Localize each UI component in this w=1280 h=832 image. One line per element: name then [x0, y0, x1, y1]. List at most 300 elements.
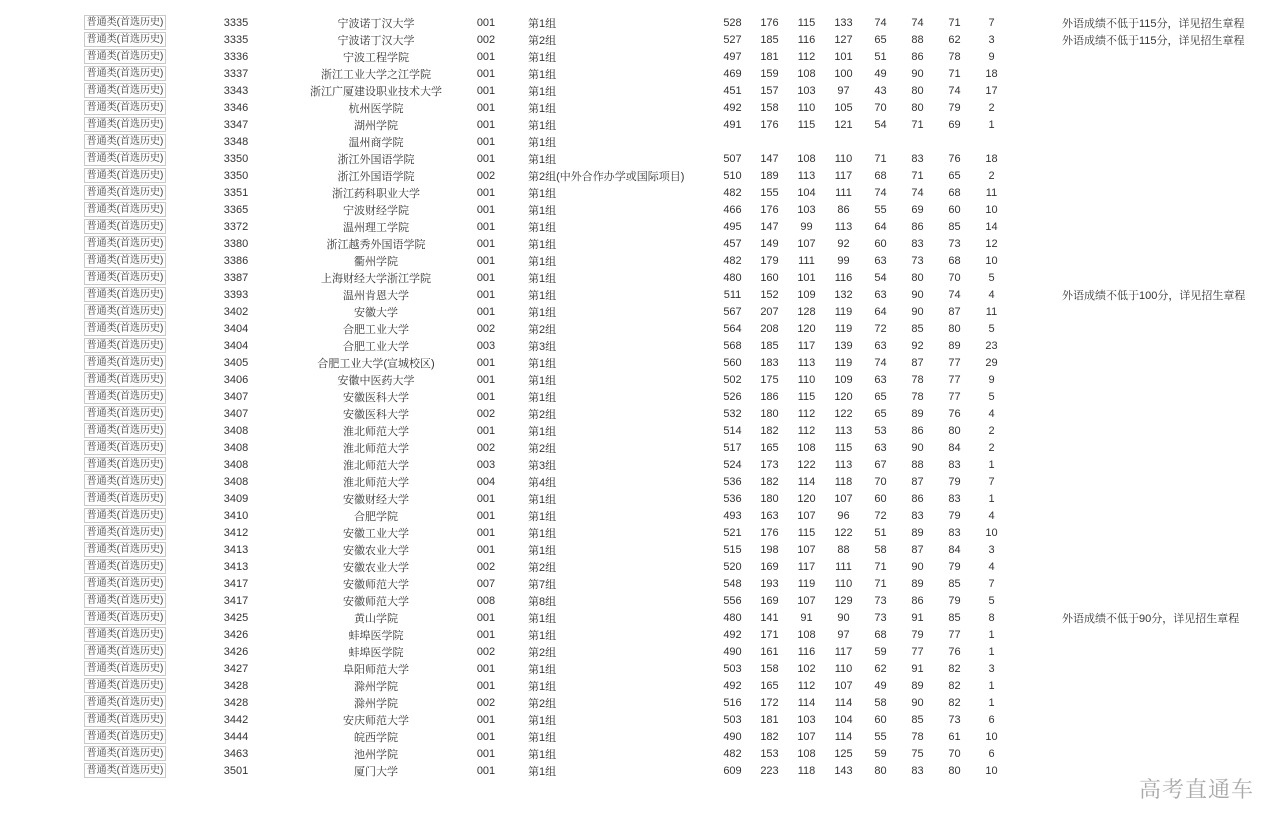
- score-cell-7: 71: [948, 16, 961, 29]
- score-cell-3: 107: [797, 509, 816, 522]
- score-cell-6: 89: [911, 407, 924, 420]
- table-row: [0, 269, 1280, 286]
- category-cell: 普通类(首选历史): [84, 406, 166, 421]
- school-name-cell: 浙江药科职业大学: [332, 187, 420, 200]
- score-cell-6: 86: [911, 492, 924, 505]
- score-cell-6: 85: [911, 713, 924, 726]
- school-name-cell: 安徽师范大学: [343, 578, 409, 591]
- group-name-cell: 第1组: [528, 204, 557, 217]
- score-cell-8: 9: [988, 373, 995, 386]
- score-cell-7: 87: [948, 305, 961, 318]
- score-cell-2: 141: [760, 611, 779, 624]
- score-cell-1: 516: [723, 696, 742, 709]
- group-name-cell: 第1组: [528, 731, 557, 744]
- group-name-cell: 第2组: [528, 323, 557, 336]
- school-name-cell: 厦门大学: [354, 765, 398, 778]
- score-cell-6: 88: [911, 33, 924, 46]
- score-cell-7: 77: [948, 356, 961, 369]
- category-cell: 普通类(首选历史): [84, 355, 166, 370]
- group-code-cell: 001: [476, 271, 496, 284]
- score-cell-2: 207: [760, 305, 779, 318]
- category-cell: 普通类(首选历史): [84, 695, 166, 710]
- school-code-cell: 3380: [223, 237, 249, 250]
- score-cell-2: 185: [760, 33, 779, 46]
- score-cell-3: 114: [797, 475, 816, 488]
- score-cell-1: 517: [723, 441, 742, 454]
- table-row: [0, 575, 1280, 592]
- score-cell-8: 23: [985, 339, 998, 352]
- score-cell-7: 83: [948, 492, 961, 505]
- school-code-cell: 3428: [223, 679, 249, 692]
- score-cell-4: 114: [834, 730, 853, 743]
- score-cell-3: 107: [797, 543, 816, 556]
- score-cell-1: 507: [723, 152, 742, 165]
- school-code-cell: 3426: [223, 628, 249, 641]
- score-cell-1: 527: [723, 33, 742, 46]
- group-name-cell: 第1组: [528, 663, 557, 676]
- score-cell-5: 74: [874, 186, 887, 199]
- category-cell: 普通类(首选历史): [84, 83, 166, 98]
- school-name-cell: 浙江越秀外国语学院: [326, 238, 426, 251]
- school-code-cell: 3426: [223, 645, 249, 658]
- score-cell-3: 101: [797, 271, 816, 284]
- score-cell-4: 119: [834, 356, 853, 369]
- score-cell-3: 115: [797, 390, 816, 403]
- category-cell: 普通类(首选历史): [84, 729, 166, 744]
- score-cell-2: 181: [760, 713, 779, 726]
- score-cell-4: 113: [834, 220, 853, 233]
- school-name-cell: 安徽大学: [354, 306, 398, 319]
- category-cell: 普通类(首选历史): [84, 253, 166, 268]
- group-code-cell: 001: [476, 288, 496, 301]
- score-cell-7: 77: [948, 628, 961, 641]
- school-code-cell: 3346: [223, 101, 249, 114]
- score-cell-1: 528: [723, 16, 742, 29]
- group-name-cell: 第1组: [528, 510, 557, 523]
- category-cell: 普通类(首选历史): [84, 593, 166, 608]
- school-code-cell: 3347: [223, 118, 249, 131]
- group-code-cell: 002: [476, 560, 496, 573]
- group-name-cell: 第1组: [528, 374, 557, 387]
- school-name-cell: 宁波财经学院: [343, 204, 409, 217]
- score-cell-6: 87: [911, 356, 924, 369]
- score-cell-7: 61: [948, 730, 961, 743]
- category-cell: 普通类(首选历史): [84, 117, 166, 132]
- score-cell-5: 80: [874, 764, 887, 777]
- category-cell: 普通类(首选历史): [84, 763, 166, 778]
- score-cell-3: 110: [797, 101, 816, 114]
- score-cell-7: 80: [948, 322, 961, 335]
- score-cell-1: 497: [723, 50, 742, 63]
- table-row: [0, 116, 1280, 133]
- score-cell-6: 90: [911, 441, 924, 454]
- score-cell-2: 180: [760, 407, 779, 420]
- category-cell: 普通类(首选历史): [84, 559, 166, 574]
- school-code-cell: 3365: [223, 203, 249, 216]
- score-cell-3: 116: [797, 645, 816, 658]
- group-code-cell: 001: [476, 628, 496, 641]
- table-row: [0, 320, 1280, 337]
- school-code-cell: 3406: [223, 373, 249, 386]
- score-cell-2: 193: [760, 577, 779, 590]
- score-cell-6: 87: [911, 543, 924, 556]
- score-cell-3: 117: [797, 339, 816, 352]
- category-cell: 普通类(首选历史): [84, 100, 166, 115]
- score-cell-2: 173: [760, 458, 779, 471]
- category-cell: 普通类(首选历史): [84, 389, 166, 404]
- school-name-cell: 安徽医科大学: [343, 391, 409, 404]
- category-cell: 普通类(首选历史): [84, 440, 166, 455]
- school-code-cell: 3413: [223, 560, 249, 573]
- school-name-cell: 皖西学院: [354, 731, 398, 744]
- score-cell-7: 71: [948, 67, 961, 80]
- score-cell-2: 158: [760, 662, 779, 675]
- score-cell-8: 9: [988, 50, 995, 63]
- score-cell-3: 108: [797, 628, 816, 641]
- score-cell-6: 89: [911, 526, 924, 539]
- category-cell: 普通类(首选历史): [84, 627, 166, 642]
- score-cell-4: 117: [834, 169, 853, 182]
- table-row: [0, 150, 1280, 167]
- group-name-cell: 第3组: [528, 340, 557, 353]
- score-cell-7: 74: [948, 84, 961, 97]
- table-row: [0, 235, 1280, 252]
- category-cell: 普通类(首选历史): [84, 372, 166, 387]
- score-cell-8: 1: [988, 458, 995, 471]
- group-code-cell: 001: [476, 101, 496, 114]
- group-name-cell: 第2组(中外合作办学或国际项目): [528, 170, 685, 183]
- group-code-cell: 001: [476, 509, 496, 522]
- score-cell-4: 118: [834, 475, 853, 488]
- score-cell-2: 159: [760, 67, 779, 80]
- school-name-cell: 安徽农业大学: [343, 561, 409, 574]
- score-cell-6: 89: [911, 679, 924, 692]
- score-cell-2: 185: [760, 339, 779, 352]
- score-cell-2: 157: [760, 84, 779, 97]
- table-row: [0, 524, 1280, 541]
- school-code-cell: 3442: [223, 713, 249, 726]
- score-cell-4: 90: [837, 611, 850, 624]
- group-code-cell: 001: [476, 220, 496, 233]
- score-cell-4: 116: [834, 271, 853, 284]
- score-cell-2: 155: [760, 186, 779, 199]
- category-cell: 普通类(首选历史): [84, 168, 166, 183]
- group-code-cell: 001: [476, 50, 496, 63]
- score-cell-5: 64: [874, 305, 887, 318]
- score-cell-1: 490: [723, 645, 742, 658]
- group-name-cell: 第1组: [528, 629, 557, 642]
- score-cell-1: 524: [723, 458, 742, 471]
- score-cell-4: 86: [837, 203, 850, 216]
- group-code-cell: 001: [476, 152, 496, 165]
- score-cell-2: 158: [760, 101, 779, 114]
- group-code-cell: 002: [476, 33, 496, 46]
- score-cell-8: 1: [988, 696, 995, 709]
- table-row: [0, 48, 1280, 65]
- score-cell-7: 79: [948, 594, 961, 607]
- score-cell-3: 118: [797, 764, 816, 777]
- table-row: [0, 388, 1280, 405]
- score-cell-5: 54: [874, 271, 887, 284]
- score-cell-7: 83: [948, 458, 961, 471]
- school-name-cell: 温州商学院: [348, 136, 404, 149]
- score-cell-7: 60: [948, 203, 961, 216]
- score-cell-5: 64: [874, 220, 887, 233]
- category-cell: 普通类(首选历史): [84, 610, 166, 625]
- school-code-cell: 3336: [223, 50, 249, 63]
- group-code-cell: 001: [476, 730, 496, 743]
- score-cell-2: 179: [760, 254, 779, 267]
- group-name-cell: 第1组: [528, 289, 557, 302]
- score-cell-5: 73: [874, 594, 887, 607]
- category-cell: 普通类(首选历史): [84, 321, 166, 336]
- score-cell-8: 2: [988, 101, 995, 114]
- score-cell-8: 6: [988, 747, 995, 760]
- score-cell-7: 85: [948, 577, 961, 590]
- score-cell-3: 117: [797, 560, 816, 573]
- category-cell: 普通类(首选历史): [84, 508, 166, 523]
- score-cell-5: 49: [874, 67, 887, 80]
- score-cell-5: 67: [874, 458, 887, 471]
- score-cell-1: 466: [723, 203, 742, 216]
- score-cell-5: 73: [874, 611, 887, 624]
- score-cell-8: 10: [985, 526, 998, 539]
- school-code-cell: 3402: [223, 305, 249, 318]
- group-code-cell: 001: [476, 373, 496, 386]
- group-code-cell: 002: [476, 645, 496, 658]
- table-row: [0, 558, 1280, 575]
- score-cell-3: 107: [797, 237, 816, 250]
- score-cell-8: 2: [988, 169, 995, 182]
- table-row: [0, 490, 1280, 507]
- group-name-cell: 第2组: [528, 697, 557, 710]
- score-cell-2: 169: [760, 594, 779, 607]
- score-cell-1: 521: [723, 526, 742, 539]
- score-cell-3: 108: [797, 441, 816, 454]
- score-cell-6: 74: [911, 16, 924, 29]
- table-row: [0, 252, 1280, 269]
- school-code-cell: 3463: [223, 747, 249, 760]
- score-cell-8: 4: [988, 509, 995, 522]
- score-cell-8: 10: [985, 203, 998, 216]
- group-name-cell: 第1组: [528, 612, 557, 625]
- score-cell-2: 176: [760, 203, 779, 216]
- score-cell-4: 117: [834, 645, 853, 658]
- table-row: [0, 728, 1280, 745]
- score-cell-1: 457: [723, 237, 742, 250]
- score-cell-8: 11: [985, 186, 998, 199]
- score-cell-7: 73: [948, 713, 961, 726]
- score-cell-8: 1: [988, 492, 995, 505]
- score-cell-4: 119: [834, 322, 853, 335]
- school-name-cell: 滁州学院: [354, 680, 398, 693]
- watermark-text: 高考直通车: [1138, 777, 1254, 802]
- score-cell-3: 120: [797, 322, 816, 335]
- score-cell-3: 114: [797, 696, 816, 709]
- score-cell-8: 17: [985, 84, 998, 97]
- school-name-cell: 合肥学院: [354, 510, 398, 523]
- score-cell-7: 82: [948, 696, 961, 709]
- group-code-cell: 001: [476, 390, 496, 403]
- score-cell-3: 115: [797, 118, 816, 131]
- group-name-cell: 第1组: [528, 85, 557, 98]
- table-row: [0, 218, 1280, 235]
- remark-cell: 外语成绩不低于100分，详见招生章程: [1062, 289, 1246, 302]
- score-cell-2: 163: [760, 509, 779, 522]
- score-cell-5: 63: [874, 254, 887, 267]
- group-name-cell: 第4组: [528, 476, 557, 489]
- remark-cell: 外语成绩不低于115分，详见招生章程: [1062, 17, 1245, 30]
- score-cell-8: 6: [988, 713, 995, 726]
- score-cell-6: 88: [911, 458, 924, 471]
- group-name-cell: 第7组: [528, 578, 557, 591]
- group-code-cell: 007: [476, 577, 496, 590]
- score-cell-8: 4: [988, 288, 995, 301]
- score-cell-2: 175: [760, 373, 779, 386]
- group-code-cell: 002: [476, 407, 496, 420]
- group-code-cell: 001: [476, 713, 496, 726]
- table-row: [0, 167, 1280, 184]
- score-cell-1: 480: [723, 611, 742, 624]
- score-cell-3: 107: [797, 594, 816, 607]
- score-cell-1: 564: [723, 322, 742, 335]
- score-cell-6: 80: [911, 101, 924, 114]
- score-cell-1: 568: [723, 339, 742, 352]
- score-cell-4: 114: [834, 696, 853, 709]
- score-cell-4: 119: [834, 305, 853, 318]
- score-cell-2: 186: [760, 390, 779, 403]
- group-code-cell: 001: [476, 747, 496, 760]
- table-row: [0, 456, 1280, 473]
- score-cell-4: 127: [834, 33, 853, 46]
- score-cell-5: 60: [874, 713, 887, 726]
- group-code-cell: 002: [476, 322, 496, 335]
- score-cell-8: 18: [985, 152, 998, 165]
- group-code-cell: 001: [476, 611, 496, 624]
- score-cell-3: 108: [797, 152, 816, 165]
- school-code-cell: 3372: [223, 220, 249, 233]
- table-row: [0, 677, 1280, 694]
- score-cell-3: 103: [797, 84, 816, 97]
- score-cell-1: 536: [723, 475, 742, 488]
- score-cell-4: 99: [837, 254, 850, 267]
- group-name-cell: 第1组: [528, 493, 557, 506]
- score-cell-7: 82: [948, 662, 961, 675]
- group-name-cell: 第1组: [528, 119, 557, 132]
- group-name-cell: 第1组: [528, 238, 557, 251]
- score-cell-6: 85: [911, 322, 924, 335]
- score-cell-2: 182: [760, 475, 779, 488]
- score-cell-4: 115: [834, 441, 853, 454]
- score-cell-4: 129: [834, 594, 853, 607]
- table-row: [0, 626, 1280, 643]
- group-code-cell: 001: [476, 543, 496, 556]
- score-cell-2: 172: [760, 696, 779, 709]
- score-cell-2: 161: [760, 645, 779, 658]
- score-cell-4: 110: [834, 152, 853, 165]
- school-name-cell: 蚌埠医学院: [348, 646, 404, 659]
- table-row: [0, 14, 1280, 31]
- table-row: [0, 337, 1280, 354]
- school-name-cell: 黄山学院: [354, 612, 398, 625]
- score-cell-7: 80: [948, 764, 961, 777]
- score-cell-6: 90: [911, 67, 924, 80]
- score-cell-5: 71: [874, 560, 887, 573]
- score-cell-8: 2: [988, 441, 995, 454]
- score-cell-3: 120: [797, 492, 816, 505]
- score-cell-3: 115: [797, 16, 816, 29]
- school-name-cell: 湖州学院: [354, 119, 398, 132]
- school-name-cell: 上海财经大学浙江学院: [321, 272, 431, 285]
- group-name-cell: 第1组: [528, 187, 557, 200]
- score-cell-4: 88: [837, 543, 850, 556]
- category-cell: 普通类(首选历史): [84, 32, 166, 47]
- score-cell-2: 147: [760, 220, 779, 233]
- category-cell: 普通类(首选历史): [84, 49, 166, 64]
- school-code-cell: 3335: [223, 16, 249, 29]
- group-name-cell: 第1组: [528, 153, 557, 166]
- score-cell-6: 75: [911, 747, 924, 760]
- school-code-cell: 3410: [223, 509, 249, 522]
- table-row: [0, 592, 1280, 609]
- school-name-cell: 淮北师范大学: [343, 425, 409, 438]
- group-name-cell: 第3组: [528, 459, 557, 472]
- score-cell-3: 116: [797, 33, 816, 46]
- score-cell-8: 10: [985, 730, 998, 743]
- score-cell-6: 78: [911, 390, 924, 403]
- school-code-cell: 3408: [223, 475, 249, 488]
- score-cell-4: 109: [834, 373, 853, 386]
- score-cell-8: 3: [988, 662, 995, 675]
- score-cell-8: 1: [988, 118, 995, 131]
- score-cell-2: 180: [760, 492, 779, 505]
- group-name-cell: 第1组: [528, 527, 557, 540]
- score-cell-1: 532: [723, 407, 742, 420]
- table-row: [0, 184, 1280, 201]
- score-cell-4: 100: [834, 67, 853, 80]
- score-cell-3: 115: [797, 526, 816, 539]
- score-cell-5: 63: [874, 339, 887, 352]
- score-cell-3: 113: [797, 169, 816, 182]
- score-cell-6: 90: [911, 696, 924, 709]
- score-cell-2: 182: [760, 424, 779, 437]
- group-name-cell: 第1组: [528, 272, 557, 285]
- score-cell-3: 112: [797, 407, 816, 420]
- group-name-cell: 第1组: [528, 391, 557, 404]
- score-cell-1: 490: [723, 730, 742, 743]
- table-row: [0, 65, 1280, 82]
- group-name-cell: 第1组: [528, 51, 557, 64]
- score-cell-1: 502: [723, 373, 742, 386]
- category-cell: 普通类(首选历史): [84, 151, 166, 166]
- score-cell-6: 90: [911, 288, 924, 301]
- category-cell: 普通类(首选历史): [84, 15, 166, 30]
- score-cell-1: 469: [723, 67, 742, 80]
- table-row: [0, 745, 1280, 762]
- table-row: [0, 371, 1280, 388]
- score-cell-1: 493: [723, 509, 742, 522]
- school-code-cell: 3404: [223, 322, 249, 335]
- score-cell-8: 3: [988, 543, 995, 556]
- category-cell: 普通类(首选历史): [84, 202, 166, 217]
- group-code-cell: 002: [476, 169, 496, 182]
- score-cell-2: 176: [760, 118, 779, 131]
- score-cell-5: 55: [874, 730, 887, 743]
- group-name-cell: 第8组: [528, 595, 557, 608]
- score-cell-4: 97: [837, 628, 850, 641]
- score-cell-8: 8: [988, 611, 995, 624]
- score-cell-8: 12: [985, 237, 998, 250]
